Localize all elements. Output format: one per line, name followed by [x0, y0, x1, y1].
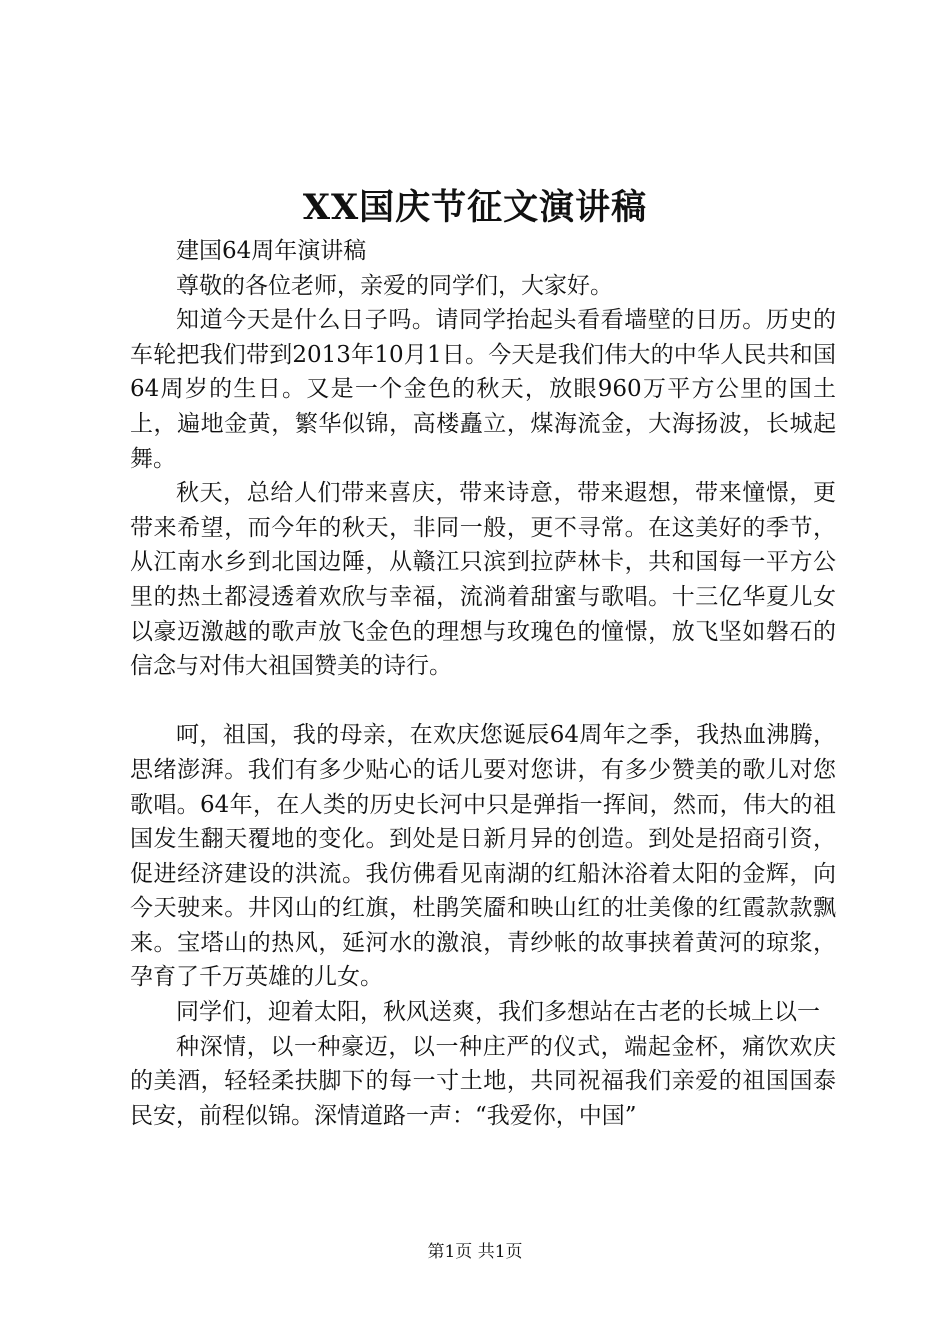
paragraph-3: 呵，祖国，我的母亲，在欢庆您诞辰64周年之季，我热血沸腾，思绪澎湃。我们有多少贴心的话儿要对您讲，有多少赞美的歌儿对您歌唱。64年，在人类的历史长河中只是弹指一挥间，然而，伟大的祖国发生翻天覆地的变化。到处是日新月异的创造。到处是招商引资，促进经济建设的洪流。我仿佛看见南湖的红船沐浴着太阳的金辉，向今天驶来。井冈山的红旗，杜鹃笑靥和映山红的壮美像的红霞款款飘来。宝塔山的热风，延河水的激浪，青纱帐的故事挟着黄河的琼浆，孕育了千万英雄的儿女。: [130, 722, 836, 991]
paragraph-greeting: 尊敬的各位老师，亲爱的同学们，大家好。: [176, 272, 613, 299]
paragraph-1: 知道今天是什么日子吗。请同学抬起头看看墙壁的日历。历史的车轮把我们带到2013年10月1日。今天是我们伟大的中华人民共和国64周岁的生日。又是一个金色的秋天，放眼960万平方公里的国土上，遍地金黄，繁华似锦，高楼矗立，煤海流金，大海扬波，长城起舞。: [130, 307, 836, 472]
paragraph-2: 秋天，总给人们带来喜庆，带来诗意，带来遐想，带来憧憬，更带来希望，而今年的秋天，非同一般，更不寻常。在这美好的季节，从江南水乡到北国边陲，从赣江只滨到拉萨林卡，共和国每一平方公里的热土都浸透着欢欣与幸福，流淌着甜蜜与歌唱。十三亿华夏儿女以豪迈激越的歌声放飞金色的理想与玫瑰色的憧憬，放飞坚如磐石的信念与对伟大祖国赞美的诗行。: [130, 480, 836, 680]
paragraph-spacer: [130, 684, 836, 719]
page-footer: 第1页 共1页: [427, 1242, 523, 1262]
document-title: XX国庆节征文演讲稿: [302, 187, 648, 228]
paragraph-subtitle: 建国64周年演讲稿: [176, 238, 367, 264]
paragraph-5: 种深情，以一种豪迈，以一种庄严的仪式，端起金杯，痛饮欢庆的美酒，轻轻柔扶脚下的每一寸土地，共同祝福我们亲爱的祖国国泰民安，前程似锦。深情道路一声：“我爱你，中国”: [130, 1033, 836, 1129]
paragraph-4: 同学们，迎着太阳，秋风送爽，我们多想站在古老的长城上以一: [176, 999, 820, 1026]
document-body: [130, 234, 836, 1133]
